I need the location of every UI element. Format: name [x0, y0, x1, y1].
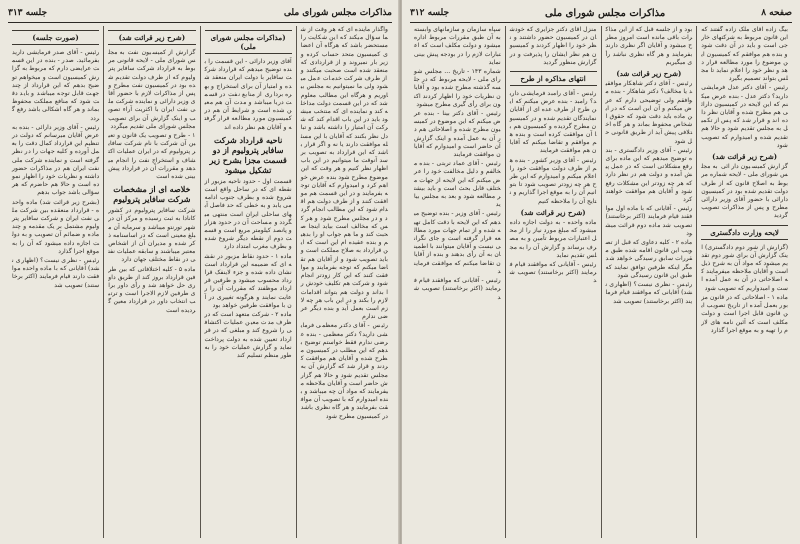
- paragraph: بود و از جلسه قبل که از این مذاکرات باقی مانده است امروز مطرح میشود و آقایان اگر نظری دارند بفرمایند و هر گاه نظری نباشد رأی میگیریم: [605, 26, 693, 66]
- paragraph: ماده ۲ - کلیه دعاوی که قبل از تصویب این قانون اقامه شده طبق مقررات سابق رسیدگی خواهد شد مگر اینکه طرفین توافق نمایند که طبق این قانون رسیدگی شود: [605, 239, 693, 279]
- section-heading: (شرح زیر قرائت شد): [108, 30, 195, 45]
- paragraph: سپاه سازمان و سازمانهای وابسته به آن طبق مقررات مربوط اداره میشود و دولت مکلف است که اعتبارات لازم را در بودجه پیش بینی نماید: [414, 26, 501, 66]
- paragraph: رئیس - آقای وزیر کشور - بنده هم از طرف دولت موافقت خود را اعلام میکنم و امیدوارم که این طرح هر چه زودتر تصویب شود تا بتوانیم آن را به موقع اجرا گذاریم و نتایج آن را ملاحظه کنیم: [509, 156, 597, 205]
- section-heading: (صورت جلسه): [12, 30, 99, 45]
- left-page-column: [8, 26, 103, 538]
- paragraph: شماره ۱۴۳ - تاریخ ... مجلس شورای ملی - لایحه مربوط که در جلسه گذشته مطرح شده بود و آقایان نظریات خود را اظهار کردند اکنون برای رأی گیری مطرح میشود: [414, 68, 501, 108]
- paragraph: رئیس - آقای دکتر بینا - بنده عرض میکنم که این موضوع در کمیسیون مطرح شده و اصلاحاتی هم در آن به عمل آمده و اینک گزارش آن حاضر است و امیدوارم که آقایان موافقت فرمایند: [414, 110, 501, 159]
- left-page-column: [296, 26, 392, 538]
- paragraph: رئیس - آقای وزیر - بنده توضیح میدهم که این لایحه با دقت کامل تهیه شده و از تمام جهات مورد مطالعه قرار گرفته است و جای نگرانی نیست و آقایان میتوانند با اطمینان به آن رأی بدهند و بنده از آقایان تقاضا میکنم که موافقت فرمایند: [414, 210, 501, 275]
- paragraph: شرکت سافایر پترولیوم در کشور کانادا به ثبت رسیده و مرکز آن در شهر تورنتو میباشد و سرمایه آن مبلغ معینی است که در اساسنامه ذکر شده و مدیران آن از اشخاص معتبر میباشند و سابقه عملیات نفتی در نقاط مختلف جهان دارد: [108, 207, 196, 264]
- right-page-header: [410, 6, 792, 20]
- section-heading: لایحه وزارت دادگستری: [701, 225, 788, 240]
- paragraph: رئیس - آقایانی که موافقند قیام فرمایند (اکثر برخاستند) تصویب شد: [414, 277, 501, 301]
- right-header-right: صفحه ۸: [761, 8, 792, 18]
- paragraph: رئیس - آقایانی که موافقند قیام فرمایند (اکثر برخاستند) تصویب شد: [509, 261, 597, 285]
- right-page-column: [696, 26, 792, 538]
- paragraph: ماده ۲ - شرکت متعهد است که در ظرف مدت معین عملیات اکتشافی را شروع کند و مبلغی که در قرارداد تعیین شده به دولت پرداخت نماید و گزارش عملیات خود را به طور منظم تسلیم کند: [204, 311, 292, 360]
- left-columns: [8, 26, 392, 538]
- paragraph: رئیس - آقای دکتر شاهکار موافقید یا مخالف؟ دکتر شاهکار - بنده موافقم ولی توضیحی دارم که عرض میکنم و آن این است که در این ماده باید دقت شود که حقوق اشخاص محفوظ بماند و هر گاه اختلافی پیش آید از طریق قانونی حل شود: [605, 80, 693, 145]
- right-header-mid: مذاکرات مجلس شورای ملی: [545, 7, 666, 19]
- paragraph: گزارش از کمیسیون نفت به مجلس شورای ملی - لایحه قانونی مربوط به قرارداد شرکت سافایر پترولیوم که از طرف دولت تقدیم شده بود در کمیسیون نفت مطرح و پس از مذاکرات لازم با حضور آقای وزیر دارائی و نماینده شرکت ملی نفت ایران با اکثریت آراء تصویب و اینک گزارش آن برای تصویب مجلس شورای ملی تقدیم میگردد: [108, 49, 196, 130]
- right-columns: [410, 26, 792, 538]
- paragraph: (گزارش از شور دوم دادگستری) اینک گزارش آن برای شور دوم تقدیم میشود که مواد آن به شرح ذیل است و آقایان ملاحظه میفرمایند که اصلاحاتی در آن به عمل آمده است و امیدواریم که تصویب شود: [701, 243, 788, 292]
- bold-heading: ناحیه قرارداد شرکت سافایر پترولیوم از دو قسمت مجزا بشرح زیر تشکیل میشود: [209, 134, 287, 175]
- right-header-rule: [410, 22, 792, 23]
- paragraph: رئیس - نظری نیست؟ (اظهاری نشد) آقایانی که با ماده واحده موافقت دارند قیام فرمایند (اکثر برخاستند) تصویب شد: [12, 257, 100, 289]
- sub-heading: (شرح زیر قرائت شد): [712, 152, 778, 162]
- paragraph: گزارش کمیسیون دارائی به مجلس شورای ملی - لایحه شماره مربوط به اصلاح قانون که از طرف دولت تقدیم شده بود در کمیسیون دارائی با حضور آقای وزیر دارائی مطرح و پس از مذاکرات تصویب گردید: [701, 163, 788, 220]
- right-page-column: [410, 26, 505, 538]
- right-page: [402, 0, 800, 544]
- paragraph: بیگ زاده آقای ملک زاده گفتند که این قانون مربوط به شرکتهای خارجی است و باید در آن دقت شود و بنده هم موافقم که کمیسیون این موضوع را مورد مطالعه قرار دهد و نظر خود را اعلام نماید تا مجلس بتواند تصمیم بگیرد: [701, 26, 788, 83]
- bold-heading: خلاصه ای از مشخصات شرکت سافایر پترولیوم: [113, 184, 191, 205]
- paragraph: رئیس - آقای وزیر دارائی - بنده به عرض آقایان میرسانم که دولت در تنظیم این قرارداد کمال دقت را بعمل آورده و کلیه جهات را در نظر گرفته است و نماینده شرکت ملی نفت ایران هم در مذاکرات حضور داشته و نظریات خود را اظهار نموده است و حالا هم حاضرم که هر سؤالی باشد جواب بدهم: [12, 123, 100, 197]
- paragraph: قسمت اول - حدود ناحیه مزبور از نقطه ای که در ساحل واقع است شروع شده و بطرف جنوب ادامه می یابد و به خطی که حد فاصل آبهای ساحلی ایران است منتهی میگردد و مساحت آن در حدود هزار و پانصد کیلومتر مربع است و قسمت دوم از نقطه دیگر شروع شده و بطرف مغرب امتداد دارد: [204, 177, 292, 251]
- left-header-left: جلسه ۳۱۳: [8, 8, 48, 18]
- paragraph: ماده ۵ - کلیه اختلافاتی که بین طرفین قرارداد بروز کند از طریق داوری حل خواهد شد و رأی داور برای طرفین لازم الاجرا است و ترتیب انتخاب داور در قرارداد معین گردیده است: [108, 265, 196, 314]
- sub-heading: (شرح زیر قرائت شد): [616, 69, 682, 79]
- paragraph: رئیس - آقای دکتر معظمی فرمایشی دارید؟ دکتر معظمی - بنده عرضی ندارم فقط خواستم توضیح بدهم که این مطلب در کمیسیون مطرح شده و آقایان هم موافقت کردند و قرار شد که گزارش آن به مجلس تقدیم شود و حالا هم گزارش حاضر است و آقایان ملاحظه میفرمایند که مواد آن چه میباشد و بنده امیدوارم که با تصویب آن موافقت بفرمایند و هر گاه نظری باشد در کمیسیون مطرح شود: [300, 322, 388, 420]
- paragraph: رئیس - آقایانی که با ماده اول موافقند قیام فرمایند (اکثر برخاستند) تصویب شد ماده دوم قرائت میشود: [605, 205, 693, 237]
- paragraph: ماده واحده - به دولت اجازه داده میشود که مبلغ مورد نیاز را از محل اعتبارات مربوط تأمین و به مصرف برساند و گزارش آن را به مجلس تقدیم نماید: [509, 219, 597, 259]
- paragraph: (بشرح زیر قرائت شد) ماده واحده - قرارداد منعقده بین شرکت ملی نفت ایران و شرکت سافایر پترولیوم مشتمل بر یک مقدمه و چند ماده و ضمائم آن تصویب و به دولت اجازه داده میشود که آن را به موقع اجرا گذارد: [12, 198, 100, 255]
- paragraph: رئیس - آقای وزیر دادگستری - بنده توضیح میدهم که این ماده برای رفع مشکلاتی است که در عمل پیش آمده و دولت هم در نظر دارد که هر چه زودتر این مشکلات رفع شود و آقایان هم موافقت خواهند کرد: [605, 146, 693, 204]
- paragraph: ۱ - طرح و تصویب یک قانون و تعیین آن شرکت با نام شرکت سافایر پترولیوم که در ایران عملیات اکتشاف و استخراج نفت را انجام میدهد و مقررات آن در قرارداد پیش بینی شده است: [108, 132, 196, 181]
- right-header-left: جلسه ۳۱۲: [410, 8, 450, 18]
- paragraph: منزل آقای دکتر جزایری که خودشان در کمیسیون حضور داشتند و نظر خود را اظهار کردند و کمیسیون هم نظر ایشان را پذیرفت و در گزارش منظور گردید: [509, 26, 597, 66]
- paragraph: ماده ۱ - اصلاحاتی که در قانون مزبور بعمل آمده از تاریخ تصویب این قانون قابل اجرا است و دولت مکلف است که آئین نامه های لازم را تهیه و به موقع اجرا گذارد: [701, 293, 789, 334]
- section-heading: انتهای مذاکره از طرح: [510, 71, 597, 86]
- sub-heading: (شرح زیر قرائت شد): [520, 207, 586, 217]
- left-page-column: [200, 26, 296, 538]
- paragraph: رئیس - آقای عماد تربتی - بنده مخالفم و دلیل مخالفت خود را عرض میکنم که این لایحه از جهات مختلف قابل بحث است و باید بیشتر مطالعه شود و بعد به مجلس بیاید: [414, 160, 501, 209]
- paragraph: آقای وزیر دارائی - این قسمت را بنده توضیح میدهم که قرارداد شرکت سافایر با دولت ایران منعقد شده و امتیاز آن برای استخراج و بهره برداری از منابع نفت در قسمت دریا میباشد و مدت آن هم معین شده است و شرایط آن هم در کمیسیون مورد مطالعه قرار گرفته و آقایان هم نظر داده اند: [204, 58, 292, 131]
- left-header-right: مذاکرات مجلس شورای ملی: [283, 8, 392, 18]
- paragraph: رئیس - نظری نیست؟ (اظهاری نشد) آقایانی که موافقند قیام فرمایند (اکثر برخاستند) تصویب شد: [605, 281, 693, 305]
- paragraph: رئیس - آقای دکتر عدل فرمایشی دارید؟ دکتر عدل - بنده عرض میکنم که این لایحه در کمیسیون دارائی هم مطرح شده و آقایان نظر داده اند و قرار شد که پس از تکمیل به مجلس تقدیم شود و حالا هم تقدیم شده و امیدوارم که تصویب شود: [701, 84, 788, 149]
- paragraph: رئیس - آقای صدر فرمایشی دارید بفرمائید. صدر - بنده در این قسمت عرایضی دارم که مربوط به گزارش کمیسیون است و میخواهم توضیح بدهم که این قرارداد از چند جهت قابل توجه میباشد و باید دقت شود که منافع مملکت محفوظ بماند و هر گاه اشکالی باشد رفع گردد: [12, 49, 100, 122]
- paragraph: واگذار ماینده ای که هر وقت از شما سؤال میکند که این شکایت را مستحضر باشد که هرگاه آن اعضای کمیسیون متحد حساب کرده و زیر بار نمیروند و از قراردادی که منعقد شده است صحبت میکنند و از طرف شرکت خدمات عمل میشود ولی ما نمیتوانیم به مجلس بیاوریم و هرگاه این مطالب معلوم شد که در این قسمت دولت مداخله کند و نماینده ای که منتخب میشود باید در این باب اقدام کند که شرکت آن امتیاز را داشته باشد و تبادل نظر بکنند که آقایان با این مسئله موافقت دارند یا نه و اگر قرار باشد که این قرارداد به تصویب برسد آنوقت ما میتوانیم در این باب اظهار نظر کنیم و هر وقت که این موضوع مطرح شود بنده عرض خواهم کرد و امیدوارم که آقایان توجه بفرمایند و در این قسمت هم موافقت کنند و از طرف دولت هم اقدام شود که این مطالب انجام گردد و در مجلس مطرح شود و هر کس که مخالف است بیاید اینجا صحبت کند و ما هم جواب او را بدهیم و بنده عقیده ام این است که این قرارداد به صلاح مملکت است و باید تصویب شود و از آقایان هم تقاضا میکنم که توجه بفرمایند و موافقت کنند که این کار زودتر انجام شود و شرکت هم تکلیف خودش را بداند و دولت هم بتواند اقدامات لازم را بکند و در این باب هر چه لازم است بعمل آید و بنده دیگر عرضی ندارم: [300, 26, 388, 321]
- section-heading: (مذاکرات مجلس شورای ملی): [205, 30, 292, 54]
- left-page-column: [103, 26, 199, 538]
- left-header-rule: [8, 22, 392, 23]
- right-page-column: [601, 26, 697, 538]
- paragraph: رئیس - آقای رامبد فرمایشی دارید؟ رامبد - بنده عرض میکنم که این طرح از طرف عده ای از آقایان نمایندگان تقدیم شده و در کمیسیون مطرح گردیده و کمیسیون هم با آن موافقت کرده است و بنده هم موافقم و تقاضا میکنم که آقایان هم موافقت فرمایند: [509, 90, 597, 155]
- paragraph: ماده ۱ - حدود نقاط مزبور در نقشه ای که ضمیمه این قرارداد است نشان داده شده و جزء لاینفک قرارداد محسوب میشود و طرفین قرارداد موظفند که مقررات آن را رعایت نمایند و هرگونه تغییری در آن با موافقت طرفین خواهد بود: [204, 252, 292, 309]
- right-page-column: [505, 26, 601, 538]
- left-page-header: [8, 6, 392, 20]
